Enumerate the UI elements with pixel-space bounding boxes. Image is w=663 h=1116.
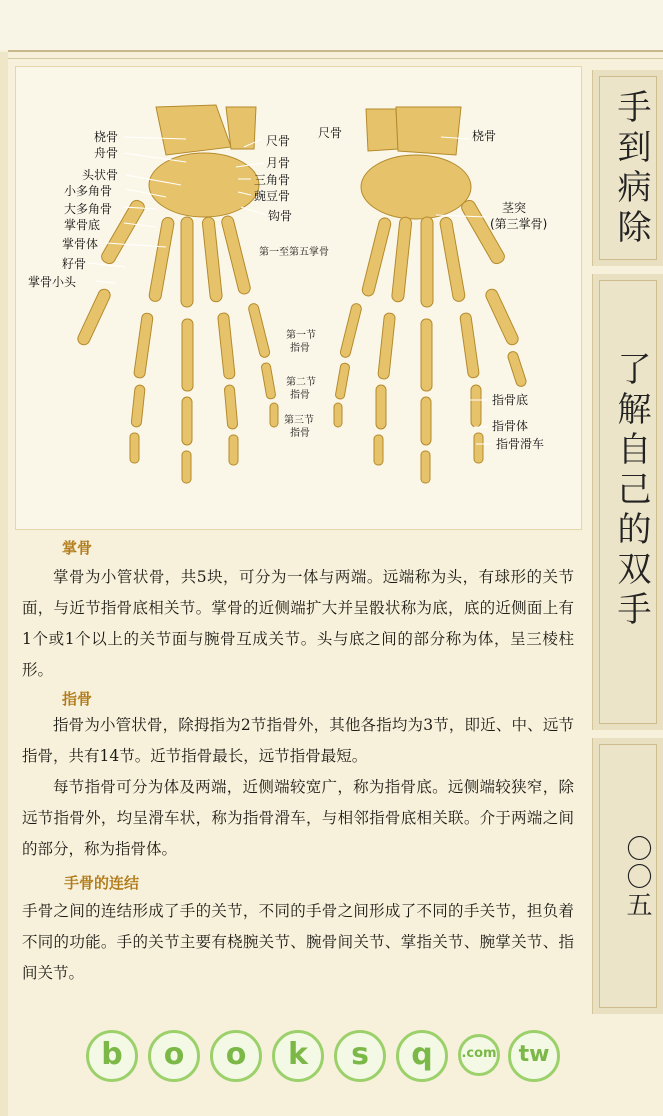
right-phalanx-2a	[460, 312, 480, 378]
sidebar-page-tab	[592, 738, 663, 1014]
page-number: 〇〇五	[622, 835, 652, 919]
right-phalanx-3a	[421, 319, 432, 391]
watermark-letter: o	[148, 1030, 200, 1082]
watermark-letter: tw	[508, 1030, 560, 1082]
sidebar-section-tab	[592, 274, 663, 730]
label-phalanx-middle: 第二节	[286, 377, 316, 388]
label-scaphoid: 舟骨	[94, 146, 119, 160]
section-heading-metacarpals: 掌骨	[62, 539, 93, 557]
section-heading-hand-joints: 手骨的连结	[64, 874, 140, 892]
label-ulna-right: 尺骨	[318, 126, 343, 140]
paragraph: 掌骨为小管状骨，共5块，可分为一体与两端。远端称为头，有球形的关节面，与近节指骨底相关节。掌骨的近侧端扩大并呈骰状称为底，底的近侧面上有1个或1个以上的关节面与腕骨互成关节。头与底之间的部分称为体，呈三棱柱形。	[22, 568, 574, 679]
label-phalanx-distal: 第三节	[284, 415, 314, 426]
label-pisiform: 豌豆骨	[254, 189, 291, 203]
sidebar-chapter-tab	[592, 70, 663, 266]
label-styloid-process: 茎突	[502, 201, 527, 215]
watermark-letter: s	[334, 1030, 386, 1082]
left-phalanx-5a	[248, 303, 271, 359]
right-metacarpal-3	[421, 217, 433, 307]
label-phalanx-trochlea: 指骨滑车	[496, 437, 545, 451]
label-phalanx-body: 指骨体	[492, 419, 529, 433]
section-body-metacarpals	[22, 562, 574, 686]
right-phalanx-4a	[378, 313, 396, 380]
right-phalanx-2b	[471, 385, 481, 427]
header-rule-thin	[8, 58, 663, 59]
label-metacarpals-1-5: 第一至第五掌骨	[259, 247, 329, 258]
label-phalanx-proximal: 第一节	[286, 330, 316, 341]
right-phalanx-4b	[376, 385, 386, 429]
label-phalanx-base: 指骨底	[492, 393, 529, 407]
left-radius	[156, 105, 231, 155]
left-ulna	[226, 107, 256, 149]
left-metacarpal-5	[221, 215, 252, 296]
left-phalanx-3b	[182, 397, 192, 445]
left-phalanx-5b	[261, 362, 276, 399]
right-phalanx-5b	[335, 363, 350, 400]
label-metacarpal-base: 掌骨底	[64, 218, 101, 232]
left-metacarpal-4	[202, 217, 223, 303]
left-phalanx-4b	[224, 385, 238, 430]
label-lunate: 月骨	[266, 156, 291, 170]
right-ulna	[366, 109, 398, 151]
section-body-phalanges	[22, 710, 574, 865]
watermark-letter: o	[210, 1030, 262, 1082]
right-metacarpal-4	[391, 217, 412, 303]
left-phalanx-2b	[131, 385, 145, 428]
right-phalanx-5a	[339, 303, 362, 359]
label-phalanx-proximal-suffix: 指骨	[290, 343, 310, 354]
left-phalanx-4a	[217, 313, 235, 380]
hand-bones-figure	[15, 66, 582, 530]
paragraph: 每节指骨可分为体及两端，近侧端较宽广，称为指骨底。远侧端较狭窄，除远节指骨外，均呈滑车状，称为指骨滑车，与相邻指骨底相关联。介于两端之间的部分，称为指骨体。	[22, 778, 574, 858]
header-rule	[8, 50, 663, 52]
page-left-edge	[0, 52, 8, 1116]
label-ulna-left: 尺骨	[266, 134, 291, 148]
label-metacarpal-head: 掌骨小头	[28, 275, 77, 289]
label-sesamoid: 籽骨	[62, 257, 87, 271]
label-capitate: 头状骨	[82, 168, 119, 182]
label-phalanx-distal-suffix: 指骨	[290, 428, 310, 439]
right-radius	[396, 107, 461, 155]
right-carpals	[361, 155, 471, 219]
right-phalanx-5c	[334, 403, 342, 427]
watermark-letter: k	[272, 1030, 324, 1082]
left-metacarpal-2	[148, 217, 175, 303]
right-metacarpal-5	[361, 217, 392, 298]
left-phalanx-2c	[130, 433, 139, 463]
label-radius: 桡骨	[94, 130, 119, 144]
label-trapezoid: 小多角骨	[64, 184, 113, 198]
label-trapezium: 大多角骨	[64, 202, 113, 216]
right-phalanx-3c	[421, 451, 430, 483]
right-phalanx-1b	[507, 350, 528, 387]
chapter-title: 手到病除	[611, 89, 651, 249]
label-metacarpal-body: 掌骨体	[62, 237, 99, 251]
left-phalanx-3c	[182, 451, 191, 483]
right-phalanx-2c	[474, 433, 483, 463]
section-heading-phalanges: 指骨	[62, 690, 93, 708]
right-metacarpal-1	[459, 198, 506, 266]
section-body-hand-joints	[22, 896, 574, 989]
section-title: 了解自己的双手	[611, 351, 651, 631]
left-phalanx-1a	[76, 287, 112, 346]
left-phalanx-2a	[133, 313, 153, 379]
label-radius-right: 桡骨	[472, 129, 497, 143]
watermark-com: .com	[458, 1034, 500, 1076]
left-phalanx-4c	[229, 435, 238, 465]
right-phalanx-3b	[421, 397, 431, 445]
right-phalanx-1a	[484, 287, 520, 346]
right-metacarpal-2	[439, 217, 466, 303]
right-phalanx-4c	[374, 435, 383, 465]
page-top-margin	[0, 0, 663, 50]
label-triquetrum: 三角骨	[254, 173, 291, 187]
left-phalanx-5c	[270, 403, 278, 427]
paragraph: 手骨之间的连结形成了手的关节，不同的手骨之间形成了不同的手关节，担负着不同的功能。手的关节主要有桡腕关节、腕骨间关节、掌指关节、腕掌关节、指间关节。	[22, 902, 574, 982]
watermark-letter: q	[396, 1030, 448, 1082]
label-hamate: 钩骨	[268, 209, 293, 223]
left-phalanx-3a	[182, 319, 193, 391]
label-third-metacarpal: (第三掌骨)	[490, 217, 548, 231]
label-phalanx-middle-suffix: 指骨	[290, 390, 310, 401]
watermark-letter: b	[86, 1030, 138, 1082]
paragraph: 指骨为小管状骨，除拇指为2节指骨外，其他各指均为3节，即近、中、远节指骨，共有14节。近节指骨最长，远节指骨最短。	[22, 716, 574, 765]
left-metacarpal-3	[181, 217, 193, 307]
